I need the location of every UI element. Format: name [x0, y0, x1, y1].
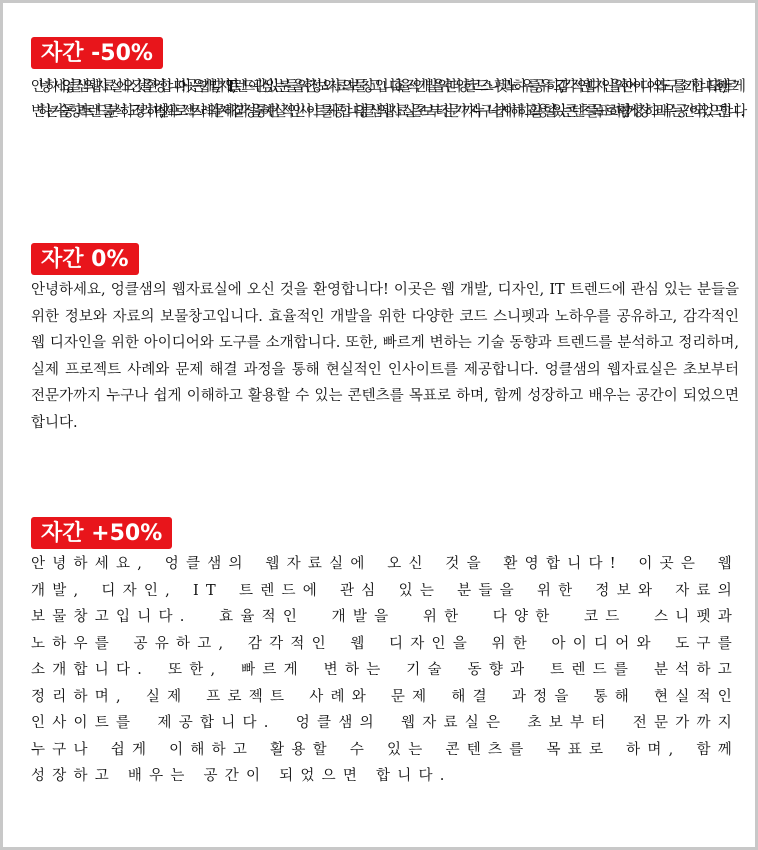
section-paragraph: 안녕하세요, 엉클샘의 웹자료실에 오신 것을 환영합니다! 이곳은 웹 개발, 디자인, IT 트렌드에 관심 있는 분들을 위한 정보와 자료의 보물창고입니다. 효율적인 개발을 위한 다양한 코드 스니펫과 노하우를 공유하고, 감각적인 웹 디자인을 위한 아이디어와 도구를 소개합니다. 또한, 빠르게 변하는 기술 동향과 트렌드를 분석하고 정리하며, 실제 프로젝트 사례와 문제 해결 과정을 통해 현실적인 인사이트를 제공합니다. 엉클샘의 웹자료실은 초보부터 전문가까지 누구나 쉽게 이해하고 활용할 수 있는 콘텐츠를 목표로 하며, 함께 성장하고 배우는 공간이 되었으면 합니다. — [31, 556, 739, 784]
section-badge: 자간 +50% — [31, 517, 172, 549]
section-badge: 자간 -50% — [31, 37, 163, 69]
section-letter-spacing-plus-50 — [31, 517, 739, 790]
section-badge: 자간 0% — [31, 243, 139, 275]
section-paragraph: 안녕하세요, 엉클샘의 웹자료실에 오신 것을 환영합니다! 이곳은 웹 개발, 디자인, IT 트렌드에 관심 있는 분들을 위한 정보와 자료의 보물창고입니다. 효율적인 개발을 위한 다양한 코드 스니펫과 노하우를 공유하고, 감각적인 웹 디자인을 위한 아이디어와 도구를 소개합니다. 또한, 빠르게 변하는 기술 동향과 트렌드를 분석하고 정리하며, 실제 프로젝트 사례와 문제 해결 과정을 통해 현실적인 인사이트를 제공합니다. 엉클샘의 웹자료실은 초보부터 전문가까지 누구나 쉽게 이해하고 활용할 수 있는 콘텐츠를 목표로 하며, 함께 성장하고 배우는 공간이 되었으면 합니다. — [31, 79, 739, 120]
section-letter-spacing-minus-50 — [31, 37, 739, 125]
section-paragraph: 안녕하세요, 엉클샘의 웹자료실에 오신 것을 환영합니다! 이곳은 웹 개발, 디자인, IT 트렌드에 관심 있는 분들을 위한 정보와 자료의 보물창고입니다. 효율적인 개발을 위한 다양한 코드 스니펫과 노하우를 공유하고, 감각적인 웹 디자인을 위한 아이디어와 도구를 소개합니다. 또한, 빠르게 변하는 기술 동향과 트렌드를 분석하고 정리하며, 실제 프로젝트 사례와 문제 해결 과정을 통해 현실적인 인사이트를 제공합니다. 엉클샘의 웹자료실은 초보부터 전문가까지 누구나 쉽게 이해하고 활용할 수 있는 콘텐츠를 목표로 하며, 함께 성장하고 배우는 공간이 되었으면 합니다. — [31, 282, 739, 431]
section-letter-spacing-0 — [31, 243, 739, 436]
